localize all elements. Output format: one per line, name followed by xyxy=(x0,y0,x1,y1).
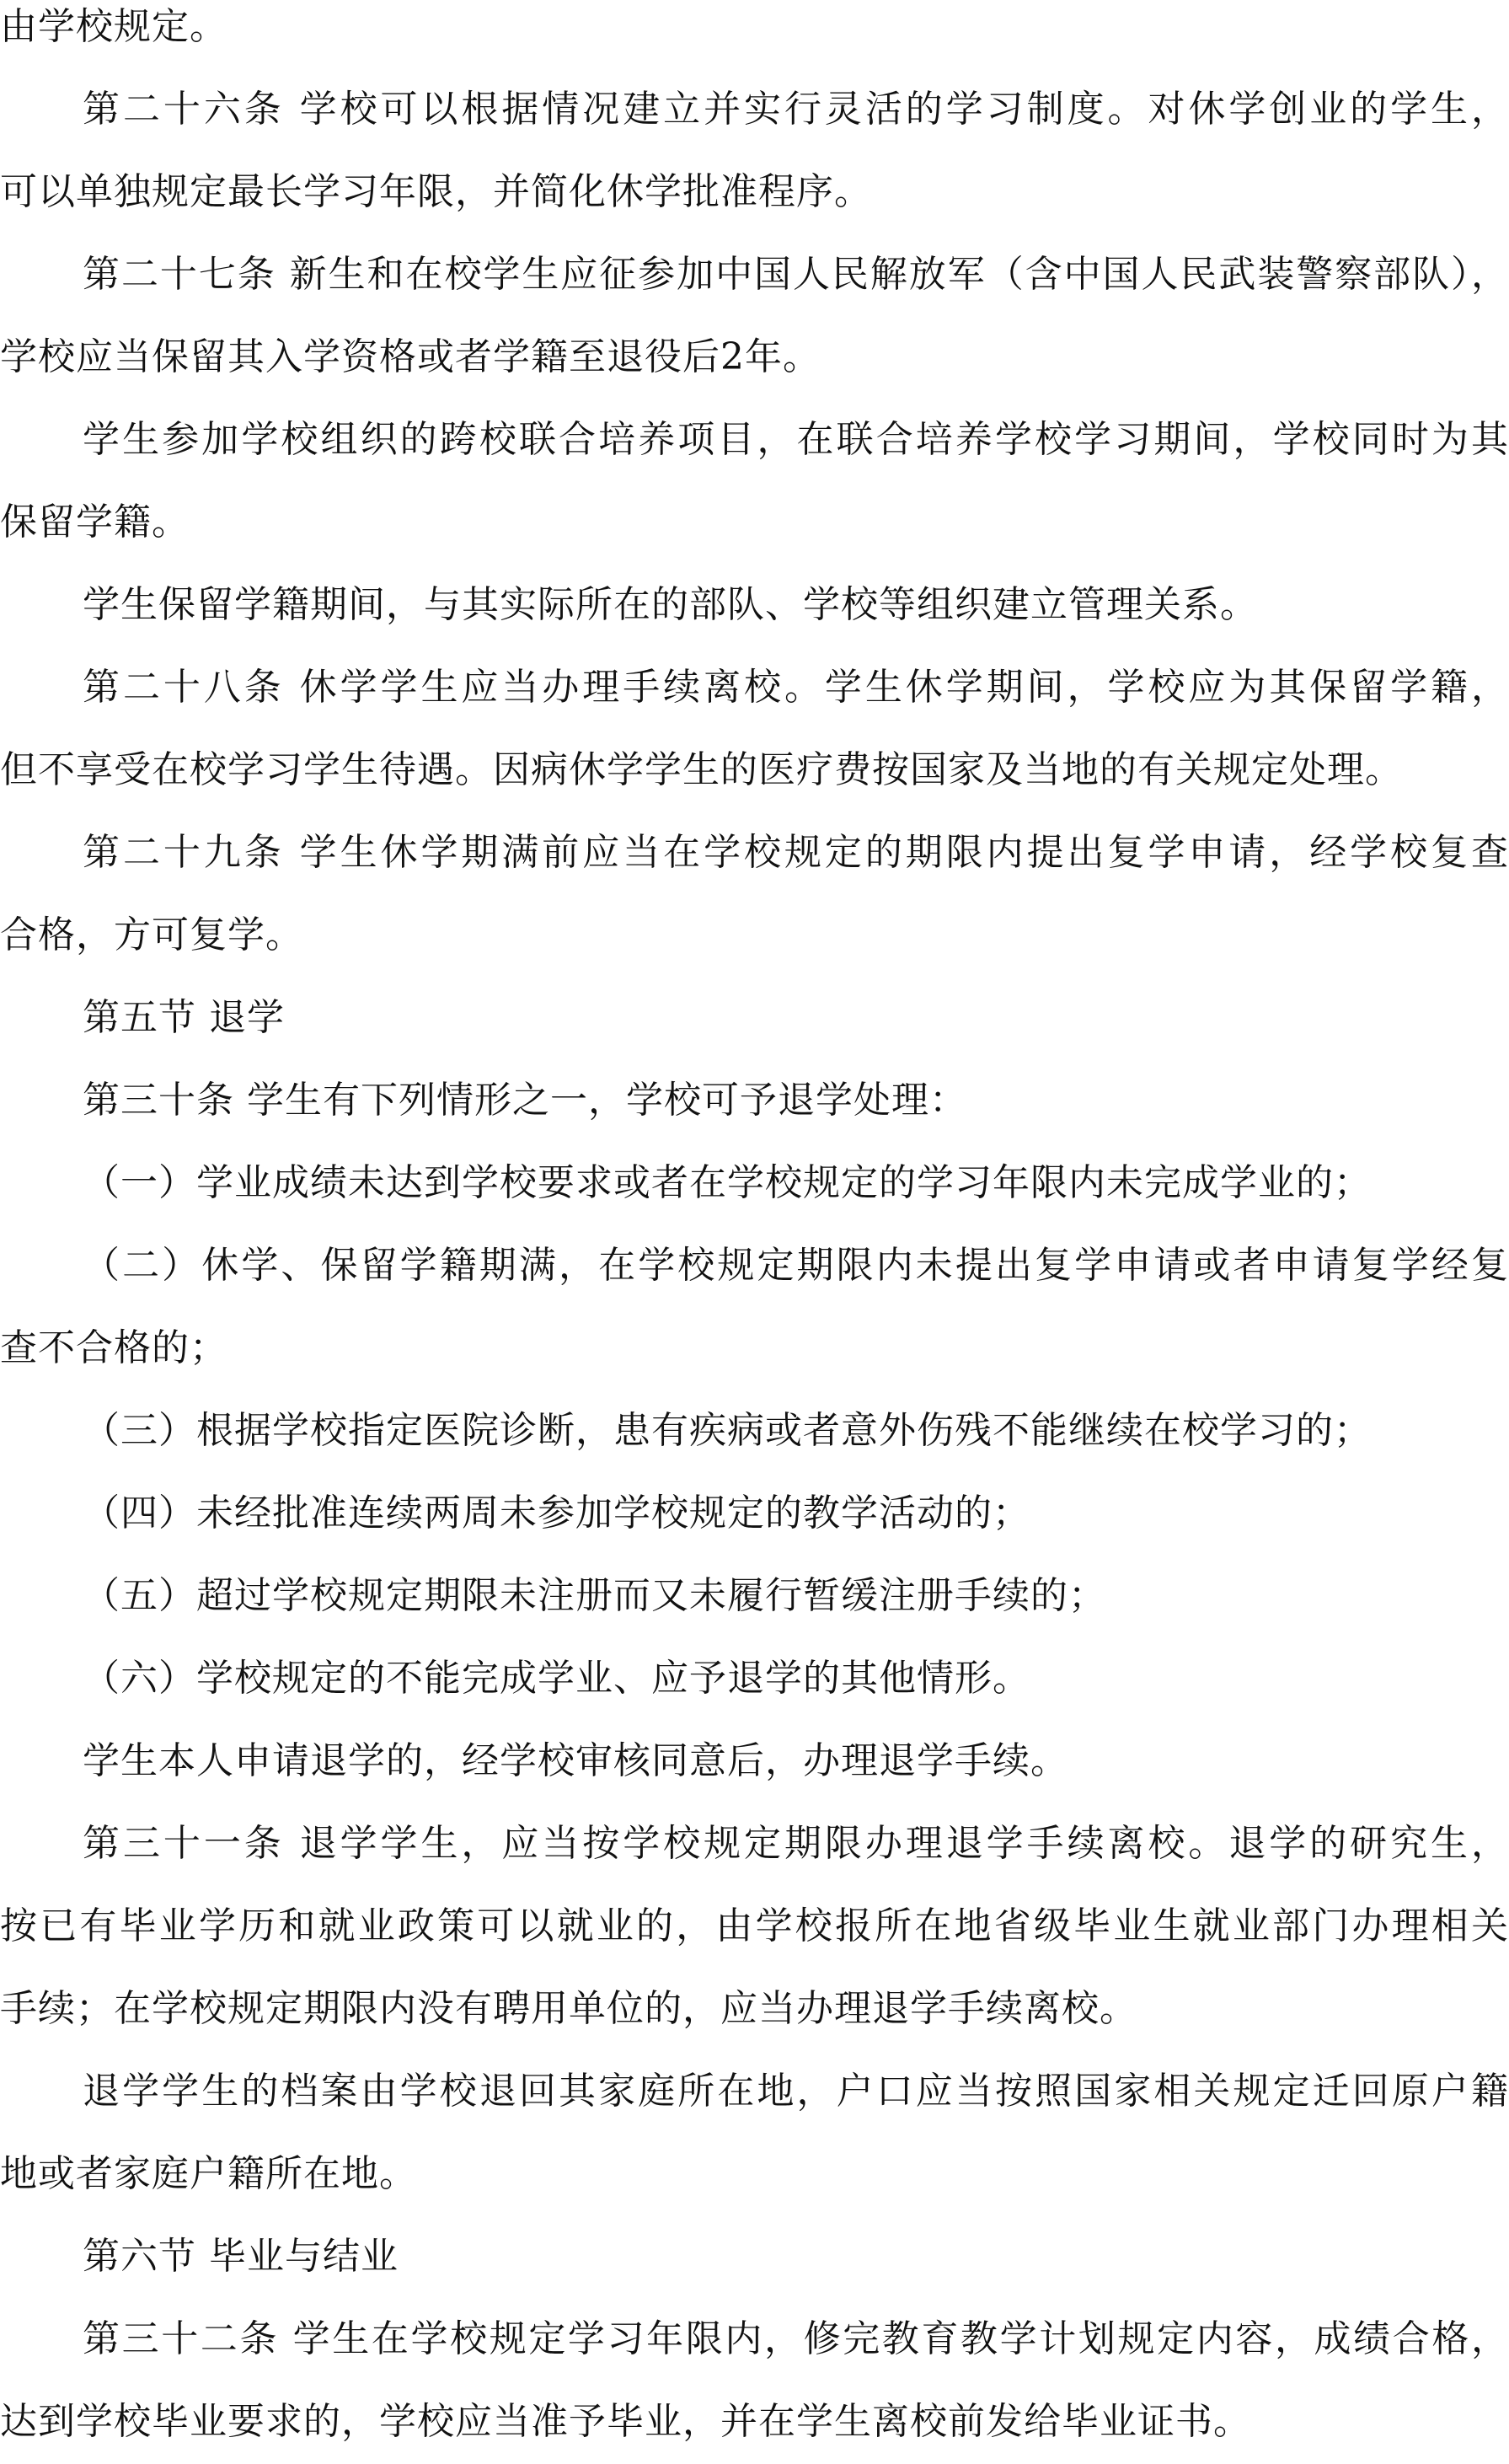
list-item: （三）根据学校指定医院诊断，患有疾病或者意外伤残不能继续在校学习的； xyxy=(83,1409,1372,1452)
section-heading: 第五节 退学 xyxy=(83,996,285,1039)
text-line: 第三十二条 学生在学校规定学习年限内，修完教育教学计划规定内容，成绩合格， xyxy=(83,2317,1509,2360)
text-line: 手续；在学校规定期限内没有聘用单位的，应当办理退学手续离校。 xyxy=(0,1987,1137,2030)
list-item: （一）学业成绩未达到学校要求或者在学校规定的学习年限内未完成学业的； xyxy=(83,1161,1372,1204)
text-line: 由学校规定。 xyxy=(0,5,227,48)
text-line: 第二十八条 休学学生应当办理手续离校。学生休学期间，学校应为其保留学籍， xyxy=(83,666,1509,709)
text-line: 但不享受在校学习学生待遇。因病休学学生的医疗费按国家及当地的有关规定处理。 xyxy=(0,748,1403,791)
text-line: 地或者家庭户籍所在地。 xyxy=(0,2152,417,2195)
text-line: 达到学校毕业要求的，学校应当准予毕业，并在学生离校前发给毕业证书。 xyxy=(0,2400,1251,2443)
text-line: 查不合格的； xyxy=(0,1326,227,1369)
list-item: （五）超过学校规定期限未注册而又未履行暂缓注册手续的； xyxy=(83,1574,1106,1617)
text-line: 可以单独规定最长学习年限，并简化休学批准程序。 xyxy=(0,170,872,213)
list-item: （四）未经批准连续两周未参加学校规定的教学活动的； xyxy=(83,1492,1030,1535)
text-line: 学校应当保留其入学资格或者学籍至退役后2年。 xyxy=(0,335,821,378)
text-line: 第三十条 学生有下列情形之一，学校可予退学处理： xyxy=(83,1079,967,1122)
section-heading: 第六节 毕业与结业 xyxy=(83,2235,399,2278)
text-line: 保留学籍。 xyxy=(0,501,190,544)
text-line: 学生保留学籍期间，与其实际所在的部队、学校等组织建立管理关系。 xyxy=(83,583,1258,626)
text-line: 合格，方可复学。 xyxy=(0,913,303,956)
text-line: 退学学生的档案由学校退回其家庭所在地，户口应当按照国家相关规定迁回原户籍 xyxy=(83,2070,1509,2113)
text-line: 第二十九条 学生休学期满前应当在学校规定的期限内提出复学申请，经学校复查 xyxy=(83,831,1509,874)
text-line: 第二十七条 新生和在校学生应征参加中国人民解放军（含中国人民武装警察部队）， xyxy=(83,253,1509,296)
list-item: （二）休学、保留学籍期满，在学校规定期限内未提出复学申请或者申请复学经复 xyxy=(83,1244,1509,1287)
text-line: 按已有毕业学历和就业政策可以就业的，由学校报所在地省级毕业生就业部门办理相关 xyxy=(0,1904,1509,1947)
text-line: 第二十六条 学校可以根据情况建立并实行灵活的学习制度。对休学创业的学生， xyxy=(83,88,1509,131)
list-item: （六）学校规定的不能完成学业、应予退学的其他情形。 xyxy=(83,1657,1030,1700)
text-line: 第三十一条 退学学生，应当按学校规定期限办理退学手续离校。退学的研究生， xyxy=(83,1822,1509,1865)
text-line: 学生本人申请退学的，经学校审核同意后，办理退学手续。 xyxy=(83,1739,1068,1782)
text-line: 学生参加学校组织的跨校联合培养项目，在联合培养学校学习期间，学校同时为其 xyxy=(83,418,1509,461)
